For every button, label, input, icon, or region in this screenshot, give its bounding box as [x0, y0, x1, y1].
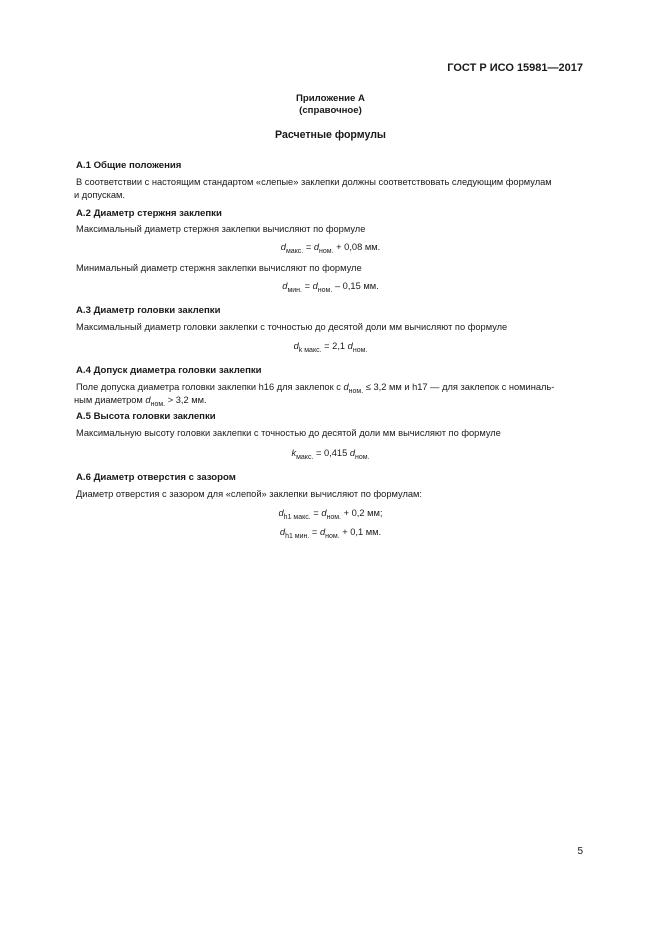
formula-var: d — [279, 527, 286, 537]
formula-dh1-max — [0, 508, 661, 521]
text-run: ным диаметром — [74, 394, 146, 405]
formula-rest: + 0,1 мм. — [339, 527, 382, 537]
formula-sub: ном. — [150, 400, 166, 408]
text-run: ≤ 3,2 мм и h17 — для заклепок с номиналь- — [363, 382, 555, 392]
formula-sub: ном. — [317, 287, 333, 294]
formula-rest: + 0,2 мм; — [341, 508, 383, 518]
formula-var: k — [291, 448, 297, 458]
formula-eq: = — [302, 281, 313, 291]
formula-sub: макс. — [296, 454, 314, 461]
formula-sub: ном. — [326, 514, 342, 521]
section-a4-heading: А.4 Допуск диаметра головки заклепки — [76, 365, 262, 376]
formula-eq: = — [309, 527, 320, 537]
section-a5-heading: А.5 Высота головки заклепки — [76, 411, 216, 422]
section-a6-text: Диаметр отверстия с зазором для «слепой» заклепки вычисляют по формулам: — [76, 489, 423, 499]
document-code: ГОСТ Р ИСО 15981—2017 — [447, 62, 583, 74]
formula-var: d — [145, 394, 151, 405]
formula-d-max — [0, 242, 661, 255]
section-a1-line2: и допускам. — [74, 189, 126, 200]
text-run: Поле допуска диаметра головки заклепки h16 для заклепок с — [76, 382, 344, 392]
formula-eq: = 2,1 — [321, 341, 348, 351]
annex-title: Приложение А — [296, 93, 365, 104]
section-a6-heading: А.6 Диаметр отверстия с зазором — [76, 472, 236, 483]
annex-heading — [0, 93, 661, 117]
formula-sub: h1 мин. — [285, 533, 310, 540]
formula-dk-max — [0, 341, 661, 354]
formula-var: d — [349, 448, 356, 458]
formula-k-max — [0, 448, 661, 461]
section-a1-line1: В соответствии с настоящим стандартом «слепые» заклепки должны соответствовать следующим формулам — [76, 177, 552, 187]
formula-eq: = 0,415 — [313, 448, 350, 458]
formula-var: d — [278, 508, 284, 518]
formula-var: d — [343, 382, 349, 392]
section-a4-line2 — [74, 394, 586, 407]
annex-note: (справочное) — [299, 105, 362, 116]
document-title: Расчетные формулы — [275, 129, 386, 141]
formula-var: d — [293, 341, 299, 351]
section-a3-heading: А.3 Диаметр головки заклепки — [76, 305, 221, 316]
section-a2-heading: А.2 Диаметр стержня заклепки — [76, 208, 222, 219]
formula-var: d — [312, 281, 318, 291]
formula-d-min — [0, 281, 661, 294]
section-a5-text: Максимальную высоту головки заклепки с точностью до десятой доли мм вычисляют по формуле — [76, 428, 501, 438]
formula-eq: = — [310, 508, 322, 518]
section-a3-text: Максимальный диаметр головки заклепки с точностью до десятой доли мм вычисляют по формуле — [76, 322, 508, 332]
section-a2-text1: Максимальный диаметр стержня заклепки вычисляют по формуле — [76, 224, 366, 234]
page-number: 5 — [577, 846, 583, 857]
formula-sub: h1 макс. — [283, 514, 311, 521]
formula-sub: мин. — [287, 287, 302, 294]
formula-sub: ном. — [325, 533, 340, 540]
formula-sub: ном. — [352, 347, 368, 354]
formula-eq: = — [303, 242, 314, 252]
section-a2-text2: Минимальный диаметр стержня заклепки вычисляют по формуле — [76, 263, 362, 273]
section-a1-heading: А.1 Общие положения — [76, 160, 182, 171]
text-run: > 3,2 мм. — [165, 394, 207, 405]
section-a4-line1 — [76, 381, 586, 394]
formula-var: d — [321, 508, 327, 518]
formula-sub: ном. — [319, 248, 334, 255]
section-a1-text — [76, 176, 586, 201]
formula-dh1-min — [0, 527, 661, 540]
formula-var: d — [313, 242, 320, 252]
section-a4-text — [76, 381, 586, 406]
formula-var: d — [282, 281, 288, 291]
formula-var: d — [347, 341, 353, 351]
formula-sub: ном. — [355, 454, 370, 461]
formula-var: d — [319, 527, 326, 537]
formula-rest: – 0,15 мм. — [332, 281, 379, 291]
formula-sub: ном. — [348, 388, 364, 395]
formula-sub: k макс. — [298, 347, 322, 354]
formula-var: d — [280, 242, 286, 252]
formula-sub: макс. — [285, 248, 304, 255]
formula-rest: + 0,08 мм. — [333, 242, 381, 252]
